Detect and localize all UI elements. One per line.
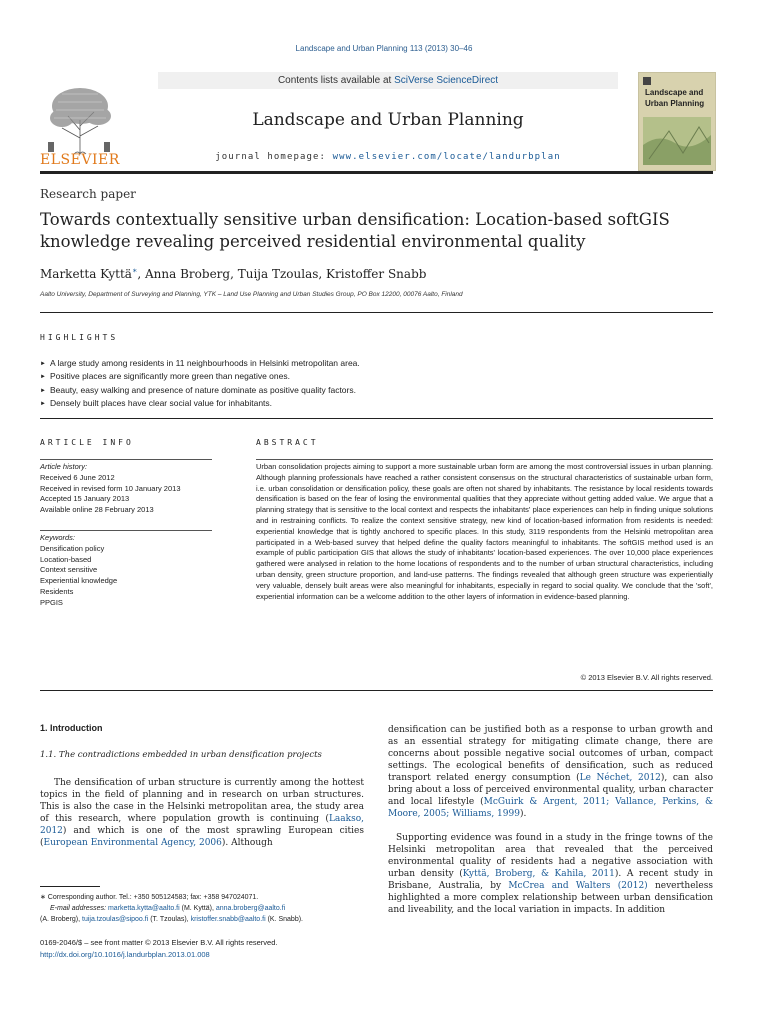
cover-title xyxy=(645,87,713,109)
journal-title: Landscape and Urban Planning xyxy=(252,110,524,130)
history-received: Received 6 June 2012 xyxy=(40,472,115,482)
divider xyxy=(40,312,713,313)
text-run: densification can be justified both as a response to urban growth and as an essential strategy for mitigating climate change, there are concerns about possible negative social outcomes of urban, compact settings. The ecological benefits of densification, such as reduced transport related energy consumption ( xyxy=(388,725,713,783)
title-line1: Towards contextually sensitive urban densification: Location-based softGIS xyxy=(40,210,670,229)
citation-link[interactable]: McCrea and Walters (2012) xyxy=(508,881,648,891)
divider xyxy=(40,530,212,531)
keyword: PPGIS xyxy=(40,597,63,607)
email-owner: (M. Kyttä), xyxy=(179,905,216,912)
divider xyxy=(40,459,212,460)
corresponding-author-footnote xyxy=(40,892,370,925)
affiliation: Aalto University, Department of Surveying and Planning, YTK – Land Use Planning and Urban Studies Group, PO Box 12200, 00076 Aalto, Finland xyxy=(40,291,463,298)
keyword: Location-based xyxy=(40,554,92,564)
divider xyxy=(256,459,713,460)
text-run: ) and which is one of the most sprawling European cities ( xyxy=(40,826,364,848)
divider xyxy=(40,418,713,419)
history-online: Available online 28 February 2013 xyxy=(40,505,154,515)
journal-homepage xyxy=(158,152,618,162)
section-heading-introduction: 1. Introduction xyxy=(40,723,103,733)
highlight-item: ► Densely built places have clear social value for inhabitants. xyxy=(40,397,720,410)
text-run: ). xyxy=(519,809,527,819)
title-line2: knowledge revealing perceived residential environmental quality xyxy=(40,232,586,251)
body-paragraph xyxy=(388,724,713,820)
journal-citation[interactable]: Landscape and Urban Planning 113 (2013) 30–46 xyxy=(295,44,473,53)
text-run: ). A recent study in Brisbane, Australia, by xyxy=(388,869,713,891)
highlights-list xyxy=(40,357,720,410)
subsection-heading: 1.1. The contradictions embedded in urban densification projects xyxy=(40,750,322,760)
email-owner: (A. Broberg), xyxy=(40,916,83,923)
homepage-link[interactable]: www.elsevier.com/locate/landurbplan xyxy=(332,152,561,162)
citation-link[interactable]: Laakso, 2012 xyxy=(40,814,364,836)
citation-link[interactable]: European Environmental Agency, 2006 xyxy=(43,838,222,848)
text-run: ). Although xyxy=(221,838,273,848)
divider xyxy=(40,690,713,691)
cover-title-line2: Urban Planning xyxy=(645,99,705,108)
email-link[interactable]: tuija.tzoulas@sipoo.fi xyxy=(82,916,149,923)
abstract-text: Urban consolidation projects aiming to support a more sustainable urban form are among the most controversial issues in urban planning. Although planning professionals have reached a rather consistent consensus on the structural characteristics of sustainable urban form, i.e. urban consolidation or densification policy, these goals are often not shared by inhabitants. The resistance by local residents towards densification is based on the fear of losing the environmental qualities that they appreciate without getting added value. We argue that a planning strategy that is sensitive to the local context and respects the inhabitants' place experiences can help in finding unique solutions and in restraining conflicts. To realize the context sensitive strategy, new kind of location-based information from residents is needed: experiential knowledge that is tightly anchored to specific places. In this study, 3119 respondents from the Helsinki metropolitan area participated in a Web-based survey that helped define the quality factors meaningful to inhabitants. The softGIS method used is an example of public participation GIS that allows the study of inhabitants' location-based experiences. The over 10,000 place experiences gathered were analysed in relation to the home locations of respondents and to the number of urban structural characteristics, including urban density, green structure proportion, and land-use patterns. The findings revealed that although green structure was experientially very valuable, densely built areas were also meaningful for inhabitants, especially in regard to social quality. We conclude that the 'soft', experiential information can be a welcome addition to the other layers of information in evidence-based planning. xyxy=(256,462,713,601)
journal-cover-thumbnail xyxy=(638,72,716,171)
keywords-label: Keywords: xyxy=(40,533,76,542)
masthead-rule xyxy=(40,171,713,174)
keywords xyxy=(40,533,215,609)
citation-link[interactable]: McGuirk & Argent, 2011; Vallance, Perkins, & Moore, 2005; Williams, 1999 xyxy=(388,797,713,819)
body-paragraph xyxy=(40,777,364,849)
text-run: nevertheless highlighted a more complex relationship between urban densification and liveability, and the local variation in impacts. In addition xyxy=(388,881,713,915)
citation-link[interactable]: Le Néchet, 2012 xyxy=(579,773,661,783)
citation-link[interactable]: Kyttä, Broberg, & Kahila, 2011 xyxy=(462,869,615,879)
highlight-item: ► Beauty, easy walking and presence of nature dominate as positive quality factors. xyxy=(40,384,720,397)
doi-link[interactable]: http://dx.doi.org/10.1016/j.landurbplan.2013.01.008 xyxy=(40,949,210,959)
history-label: Article history: xyxy=(40,462,88,471)
contents-line xyxy=(158,72,618,89)
author-kytta[interactable]: Marketta Kyttä xyxy=(40,267,132,281)
highlight-item: ► A large study among residents in 11 neighbourhoods in Helsinki metropolitan area. xyxy=(40,357,720,370)
copyright-notice: © 2013 Elsevier B.V. All rights reserved. xyxy=(580,673,713,682)
author-list xyxy=(40,266,426,281)
sciencedirect-link[interactable]: SciVerse ScienceDirect xyxy=(394,75,499,86)
journal-masthead xyxy=(40,72,712,171)
abstract-heading: ABSTRACT xyxy=(256,438,319,447)
cover-title-line1: Landscape and xyxy=(645,88,704,97)
keyword: Residents xyxy=(40,586,74,596)
corresponding-author-mark[interactable]: ∗ xyxy=(131,266,138,275)
elsevier-wordmark: ELSEVIER xyxy=(40,152,120,168)
email-owner: (T. Tzoulas), xyxy=(148,916,191,923)
contents-prefix: Contents lists available at xyxy=(277,75,395,86)
article-history xyxy=(40,462,215,516)
email-line xyxy=(40,903,370,914)
article-type: Research paper xyxy=(40,187,136,201)
text-run: ), can also bring about a loss of perceived environmental quality, urban character and local lifestyle ( xyxy=(388,773,713,807)
keyword: Experiential knowledge xyxy=(40,576,118,586)
email-owner: (K. Snabb). xyxy=(265,916,303,923)
highlight-item: ► Positive places are significantly more green than negative ones. xyxy=(40,370,720,383)
keyword: Densification policy xyxy=(40,543,105,553)
body-paragraph xyxy=(388,832,713,916)
issn-line: 0169-2046/$ – see front matter © 2013 Elsevier B.V. All rights reserved. xyxy=(40,938,278,947)
text-run: Supporting evidence was found in a study in the fringe towns of the Helsinki metropolitan area that revealed that the perceived environmental quality of residents had a negative association with urban density ( xyxy=(388,833,713,879)
email-label: E-mail addresses: xyxy=(50,905,108,912)
page-footer xyxy=(40,937,370,960)
article-info-heading: ARTICLE INFO xyxy=(40,438,134,447)
co-authors: , Anna Broberg, Tuija Tzoulas, Kristoffer Snabb xyxy=(137,267,427,281)
highlights-heading: HIGHLIGHTS xyxy=(40,333,119,342)
corresponding-author-line: ∗ Corresponding author. Tel.: +350 505124583; fax: +358 947024071. xyxy=(40,894,259,901)
history-accepted: Accepted 15 January 2013 xyxy=(40,494,130,504)
homepage-prefix: journal homepage: xyxy=(215,152,333,162)
footnote-rule xyxy=(40,886,100,887)
history-revised: Received in revised form 10 January 2013 xyxy=(40,483,181,493)
text-run: The densification of urban structure is currently among the hottest topics in the field of planning and in research on urban structures. This is also the case in the Helsinki metropolitan area, the study area of this research, where population growth is continuing ( xyxy=(40,778,364,824)
article-title xyxy=(40,209,720,253)
email-line xyxy=(40,914,370,925)
email-link[interactable]: anna.broberg@aalto.fi xyxy=(215,905,286,912)
email-link[interactable]: marketta.kytta@aalto.fi xyxy=(107,905,180,912)
email-link[interactable]: kristoffer.snabb@aalto.fi xyxy=(190,916,266,923)
keyword: Context sensitive xyxy=(40,565,98,575)
